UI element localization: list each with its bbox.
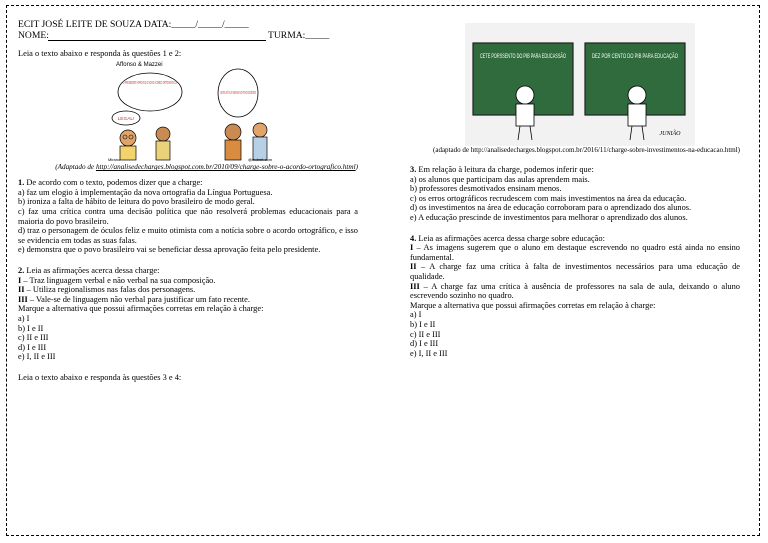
bubble-left-text: O PRESIDENTE APROVOU O NOVO ACORDO ORTOGRÁFICO! bbox=[123, 80, 177, 86]
cartoon-spelling-illustration bbox=[88, 58, 288, 163]
bubble-right-text: AGORA SÓ FALTA ENSINAR AO POVO ESCREVER! bbox=[220, 90, 256, 96]
speech-bubble-left bbox=[118, 73, 182, 111]
chalkboard-right-text: DEZ POR CENTO DO PIB PARA EDUCAÇÃO bbox=[592, 53, 679, 60]
cartoon1-signature: Affonso & Mazzei bbox=[116, 62, 163, 69]
name-line[interactable] bbox=[48, 40, 266, 41]
q1-stem bbox=[18, 178, 358, 188]
q1-option-d: d) traz o personagem de óculos feliz e muito otimista com a notícia sobre o acordo ortográfico, e isso se evidencia em todas as suas falas. bbox=[18, 226, 358, 245]
q1-option-b: b) ironiza a falta de hábito de leitura do povo brasileiro de modo geral. bbox=[18, 197, 255, 207]
q2-instruction: Marque a alternativa que possui afirmações corretas em relação à charge: bbox=[18, 304, 264, 314]
q2-option-b: b) I e II bbox=[18, 323, 44, 333]
character-glasses bbox=[120, 130, 136, 160]
q4-number: 4. bbox=[410, 233, 417, 243]
name-label: NOME: bbox=[18, 29, 49, 41]
q1-option-a: a) faz um elogio à implementação da nova ortografia da Língua Portuguesa. bbox=[18, 187, 273, 197]
cartoon1-credit-left: Mirano bbox=[108, 157, 121, 163]
header-name-class bbox=[18, 31, 358, 42]
q4-item-2: II – A charge faz uma crítica à falta de investimentos necessários para uma educação de qualidade. bbox=[410, 262, 740, 281]
cartoon2-signature: JUNIÃO bbox=[659, 131, 681, 137]
intro-questions-1-2: Leia o texto abaixo e responda às questões 1 e 2: bbox=[18, 48, 182, 58]
caption-cartoon-2: (adaptado de http://analisedecharges.blogspot.com.br/2016/11/charge-sobre-investimentos-na-educacao.html) bbox=[433, 146, 740, 154]
caption-cartoon-1 bbox=[18, 163, 358, 171]
q3-option-b: b) professores desmotivados ensinam menos. bbox=[410, 184, 562, 194]
left-column bbox=[18, 20, 358, 383]
q4-stem bbox=[410, 234, 740, 244]
caption1-suffix: ) bbox=[355, 163, 358, 172]
q4-item-1: I – As imagens sugerem que o aluno em destaque escrevendo no quadro está ainda no ensino fundamental. bbox=[410, 243, 740, 262]
q4-option-d: d) I e III bbox=[410, 339, 439, 349]
q2-stem bbox=[18, 266, 358, 276]
caption1-link[interactable]: http://analisedecharges.blogspot.com.br/2010/09/charge-sobre-o-acordo-ortografico.html bbox=[95, 163, 356, 172]
q4-option-b: b) I e II bbox=[410, 319, 436, 329]
cartoon-education-illustration bbox=[465, 23, 695, 146]
q3-option-c: c) os erros ortográficos recrudescem com mais investimentos na área da educação. bbox=[410, 193, 687, 203]
q3-option-a: a) os alunos que participam das aulas aprendem mais. bbox=[410, 174, 590, 184]
q4-stem-text: Leia as afirmações acerca dessa charge sobre educação: bbox=[416, 233, 605, 243]
q2-option-d: d) I e III bbox=[18, 342, 47, 352]
right-column bbox=[410, 23, 740, 358]
q2-item-1: I – Traz linguagem verbal e não verbal na sua composição. bbox=[18, 275, 216, 285]
q4-option-a: a) I bbox=[410, 310, 422, 320]
character-middle bbox=[156, 127, 170, 160]
q3-stem-text: Em relação à leitura da charge, podemos inferir que: bbox=[416, 165, 594, 174]
q2-number: 2. bbox=[18, 266, 25, 276]
chalkboard-left-text: CETE PORSSENTO DO PIB PARA EDUCASSÃO bbox=[480, 53, 567, 60]
q1-stem-text: De acordo com o texto, podemos dizer que a charge: bbox=[24, 178, 203, 188]
q4-option-e: e) I, II e III bbox=[410, 348, 448, 358]
q2-stem-text: Leia as afirmações acerca dessa charge: bbox=[24, 266, 160, 276]
class-label: TURMA:_____ bbox=[268, 29, 330, 41]
q4-item-3: III – A charge faz uma crítica à ausência de professores na sala de aula, deixando o aluno escrevendo sozinho no quadro. bbox=[410, 281, 740, 301]
cartoon-spelling-agreement bbox=[88, 58, 288, 163]
cartoon-education-budget bbox=[465, 23, 695, 146]
q2-option-c: c) II e III bbox=[18, 333, 49, 343]
character-right bbox=[225, 123, 267, 160]
q3-option-e: e) A educação prescinde de investimentos para melhorar o aprendizado dos alunos. bbox=[410, 212, 688, 222]
q4-instruction: Marque a alternativa que possui afirmações corretas em relação à charge: bbox=[410, 300, 656, 310]
bubble-legal-text: LEGAL! bbox=[117, 117, 135, 123]
caption1-prefix: (Adaptado de bbox=[55, 163, 96, 172]
q3-option-d: d) os investimentos na área de educação corroboram para o aprendizado dos alunos. bbox=[410, 203, 692, 213]
q3-stem bbox=[410, 165, 740, 175]
intro-questions-3-4: Leia o texto abaixo e responda às questões 3 e 4: bbox=[18, 372, 182, 382]
q2-option-a: a) I bbox=[18, 314, 30, 324]
header-school-date: ECIT JOSÉ LEITE DE SOUZA DATA:_____/_____/_____ bbox=[18, 19, 249, 30]
q2-item-3: III – Vale-se de linguagem não verbal para justificar um fato recente. bbox=[18, 294, 250, 304]
cartoon1-credit-right: @mdmrt.com bbox=[248, 157, 273, 163]
q2-option-e: e) I, II e III bbox=[18, 352, 56, 362]
q1-option-c: c) faz uma crítica contra uma decisão política que não resolverá problemas educacionais para a maioria do povo brasileiro. bbox=[18, 207, 358, 226]
q3-number: 3. bbox=[410, 165, 417, 174]
q2-item-2: II – Utiliza regionalismos nas falas dos personagens. bbox=[18, 285, 196, 295]
q1-number: 1. bbox=[18, 178, 25, 188]
q1-option-e: e) demonstra que o povo brasileiro vai se beneficiar dessa aprovação feita pelo presidente. bbox=[18, 245, 321, 255]
q4-option-c: c) II e III bbox=[410, 329, 441, 339]
